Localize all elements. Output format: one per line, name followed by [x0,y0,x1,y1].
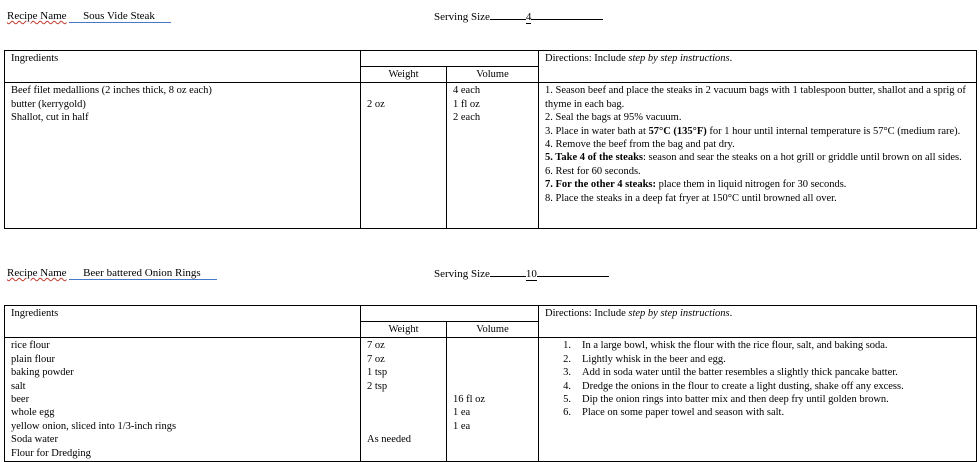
direction-step: 1. In a large bowl, whisk the flour with the rice flour, salt, and baking soda. [563,340,888,352]
recipe2-directions-col [539,338,977,462]
ingredient-weight [367,420,440,433]
ingredient-volume [453,433,532,446]
direction-step: 5. Take 4 of the steaks: season and sear the steaks on a hot grill or griddle until brown on all sides. [545,152,962,164]
recipe1-directions-header: Directions: Include step by step instructions. [539,51,977,83]
ingredient-volume [453,447,532,460]
ingredient-name: butter (kerrygold) [11,98,86,110]
recipe2-serving-line [434,267,609,280]
recipe1-volume-header: Volume [447,66,539,82]
ingredient-weight [367,447,440,460]
ingredient-name: baking powder [11,367,74,379]
recipe1-measure-header [361,51,539,67]
recipe2-measure-header [361,306,539,322]
direction-step: 8. Place the steaks in a deep fat fryer at 150°C until browned all over. [545,192,837,204]
ingredient-name: plain flour [11,353,56,365]
direction-step: 1. Season beef and place the steaks in 2 vacuum bags with 1 tablespoon butter, shallot and a sprig of thyme in each bag. [545,85,966,110]
ingredient-weight [367,406,440,419]
ingredient-name: Shallot, cut in half [11,112,89,124]
recipe2-name-field[interactable] [69,267,217,280]
recipe1-ingredients-header: Ingredients [5,51,361,67]
recipe2-name-line [7,267,217,279]
recipe1-serving-line [434,10,603,23]
ingredient-weight: 1 tsp [367,367,388,379]
direction-step: 5. Dip the onion rings into batter mix and then deep fry until golden brown. [563,393,889,405]
ingredient-volume [453,366,532,379]
ingredient-name: yellow onion, sliced into 1/3-inch rings [11,420,177,432]
recipe1-serving-label: Serving Size [434,11,490,23]
recipe2-weight-header: Weight [361,321,447,337]
recipe1-serving-value[interactable]: 4 [525,11,532,23]
ingredient-volume: 16 fl oz [453,393,486,405]
recipe2-name-value: Beer battered Onion Rings [83,267,201,279]
direction-step: 3. Place in water bath at 57°C (135°F) for 1 hour until internal temperature is 57°C (medium rare). [545,125,961,137]
ingredient-volume: 1 fl oz [453,98,480,110]
recipe2-ingredients-header: Ingredients [5,306,361,322]
recipe1-table [4,50,977,229]
ingredient-weight [367,393,440,406]
ingredient-name: Soda water [11,434,58,446]
direction-step: 6. Rest for 60 seconds. [545,165,641,177]
ingredient-volume [453,353,532,366]
ingredient-name: Flour for Dredging [11,447,91,459]
recipe2-volume-header: Volume [447,321,539,337]
ingredient-weight: 7 oz [367,340,385,352]
direction-step: 6. Place on some paper towel and season with salt. [563,407,785,419]
ingredient-name: salt [11,380,26,392]
direction-step: 4. Dredge the onions in the flour to create a light dusting, shake off any excess. [563,380,904,392]
ingredient-weight [367,111,440,124]
ingredient-weight: 7 oz [367,353,385,365]
recipe2-serving-label: Serving Size [434,268,490,280]
recipe2-serving-value[interactable]: 10 [525,268,537,280]
direction-step: 2. Lightly whisk in the beer and egg. [563,353,726,365]
ingredient-volume [453,339,532,352]
ingredient-volume [453,380,532,393]
recipe1-name-line [7,10,171,22]
recipe2-weight-col [361,338,447,462]
ingredient-name: whole egg [11,407,55,419]
ingredient-weight [367,84,440,97]
direction-step: 3. Add in soda water until the batter resembles a slightly thick pancake batter. [563,367,898,379]
recipe1-name-label: Recipe Name [7,10,67,22]
recipe2-ingredients-col [5,338,361,462]
recipe1-ingredients-col [5,83,361,229]
ingredient-weight: 2 oz [367,98,385,110]
recipe1-weight-header: Weight [361,66,447,82]
ingredient-name: beer [11,393,30,405]
recipe2-table [4,305,977,462]
ingredient-name: rice flour [11,340,50,352]
ingredient-volume: 1 ea [453,407,471,419]
ingredient-weight: As needed [367,434,412,446]
direction-step: 4. Remove the beef from the bag and pat dry. [545,138,735,150]
direction-step: 2. Seal the bags at 95% vacuum. [545,112,682,124]
ingredient-name: Beef filet medallions (2 inches thick, 8 oz each) [11,85,212,97]
ingredient-weight: 2 tsp [367,380,388,392]
recipe1-weight-col [361,83,447,229]
recipe2-volume-col [447,338,539,462]
recipe1-name-field[interactable] [69,10,171,23]
recipe1-name-value: Sous Vide Steak [83,10,155,22]
ingredient-volume: 4 each [453,85,481,97]
recipe1-directions-col [539,83,977,229]
recipe1-volume-col [447,83,539,229]
recipe2-name-label: Recipe Name [7,267,67,279]
ingredient-volume: 2 each [453,112,481,124]
direction-step: 7. For the other 4 steaks: place them in liquid nitrogen for 30 seconds. [545,179,847,191]
ingredient-volume: 1 ea [453,420,471,432]
recipe2-directions-header: Directions: Include step by step instructions. [539,306,977,338]
